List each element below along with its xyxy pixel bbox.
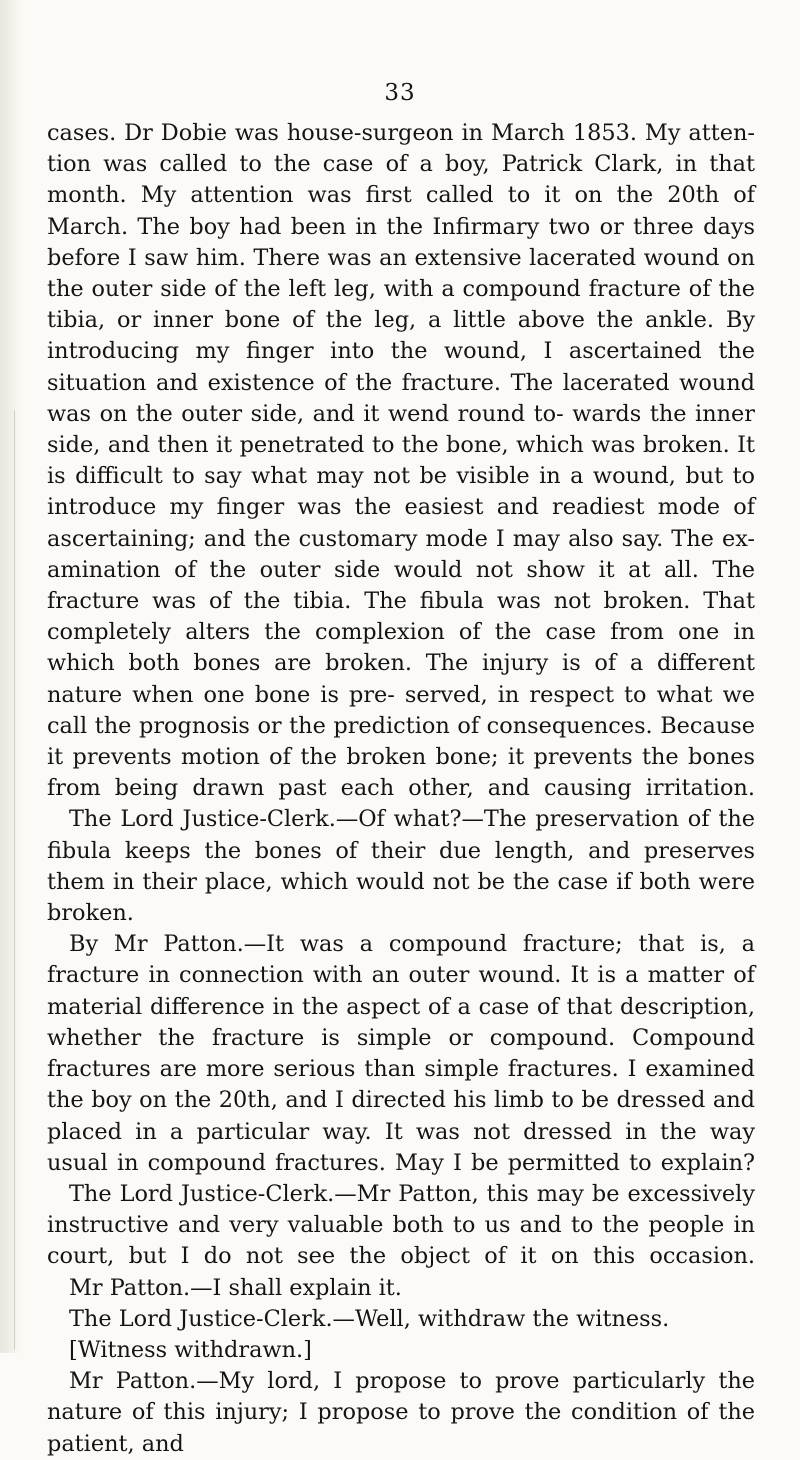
- text-line: but to introduce my finger was the easiest and readiest mode of: [47, 463, 755, 521]
- text-line: in connection with an outer wound. It is a matter of material: [47, 962, 755, 1020]
- text-line: broken. It is difficult to say what may not be visible in a wound,: [47, 432, 756, 490]
- text-line: Mr Patton.—My lord, I propose to prove particularly the nature: [47, 1368, 755, 1426]
- paragraph-by-mr-patton: [47, 929, 755, 1179]
- text-line: I directed his limb to be dressed and placed in a particular way. It: [47, 1087, 755, 1145]
- page-body: [47, 118, 755, 1460]
- text-line: tion was called to the case of a boy, Patrick Clark, in that month.: [47, 151, 755, 209]
- text-line: permitted to explain?: [507, 1149, 755, 1176]
- text-line: but I do not see the object of it on this occasion.: [128, 1243, 755, 1270]
- text-line: alters the complexion of the case from one in which both bones are: [47, 619, 755, 677]
- text-line: fibula keeps the bones of their due length, and preserves them in: [47, 837, 755, 895]
- text-line: broken. The injury is of a different nature when one bone is pre-: [47, 650, 755, 708]
- text-line: [Witness withdrawn.]: [69, 1336, 312, 1363]
- text-line: irritation.: [645, 775, 755, 802]
- text-line: amination of the outer side would not show it at all. The fracture: [47, 556, 755, 615]
- paragraph-lord-justice-clerk-objection: [47, 1179, 755, 1273]
- text-line: ascertaining; and the customary mode I may also say. The ex-: [47, 525, 755, 552]
- text-line: Mr Patton.—I shall explain it.: [69, 1274, 402, 1301]
- paragraph-withdraw-witness: [47, 1304, 755, 1335]
- text-line: consequences. Because it prevents motion of the broken bone; it: [47, 712, 755, 771]
- text-line: served, in respect to what we call the prognosis or the prediction of: [47, 681, 755, 739]
- text-line: cases. Dr Dobie was house-surgeon in March 1853. My atten-: [47, 120, 755, 146]
- text-line: was of the tibia. The fibula was not broken. That completely: [47, 588, 755, 646]
- text-line: was not dressed in the way usual in compound fractures. May I be: [47, 1118, 755, 1176]
- text-line: The lacerated wound was on the outer side, and it wend round to-: [47, 369, 755, 427]
- text-line: left leg, with a compound fracture of the tibia, or inner bone of the: [47, 276, 756, 334]
- text-line: their place, which would not be the case if both were broken.: [47, 868, 756, 927]
- page-number: 33: [384, 80, 416, 106]
- text-line: My attention was first called to it on the 20th of March. The boy: [47, 182, 755, 240]
- paragraph-mr-patton-reply: [47, 1273, 755, 1304]
- paragraph-witness-withdrawn: [47, 1335, 755, 1366]
- paragraph-testimony-1: [47, 118, 755, 804]
- text-line: wards the inner side, and then it penetrated to the bone, which was: [47, 400, 756, 459]
- text-line: The Lord Justice-Clerk.—Of what?—The preservation of the: [69, 806, 755, 833]
- text-line: wound, I ascertained the situation and existence of the fracture.: [47, 338, 755, 396]
- text-line: fracture is simple or compound. Compound fractures are more: [47, 1024, 755, 1083]
- paragraph-lord-justice-clerk-question: [47, 804, 755, 929]
- text-line: had been in the Infirmary two or three days before I saw him.: [47, 213, 756, 271]
- text-line: The Lord Justice-Clerk.—Mr Patton, this may be excessively: [69, 1180, 755, 1207]
- text-line: leg, a little above the ankle. By introducing my finger into the: [47, 307, 755, 365]
- text-line: By Mr Patton.—It was a compound fracture; that is, a fracture: [47, 931, 755, 989]
- text-line: instructive and very valuable both to us and to the people in court,: [47, 1212, 755, 1270]
- binding-gutter: [0, 0, 22, 1353]
- text-line: The Lord Justice-Clerk.—Well, withdraw the witness.: [69, 1305, 670, 1332]
- binding-edge-line: [14, 410, 15, 1350]
- text-line: of this injury; I propose to prove the condition of the patient, and: [47, 1399, 755, 1457]
- text-line: There was an extensive lacerated wound on the outer side of the: [47, 244, 755, 303]
- text-line: serious than simple fractures. I examined the boy on the 20th, and: [47, 1056, 756, 1114]
- text-line: prevents the bones from being drawn past each other, and causing: [47, 744, 755, 802]
- paragraph-mr-patton-proposal: [47, 1366, 755, 1460]
- text-line: difference in the aspect of a case of that description, whether the: [47, 993, 755, 1051]
